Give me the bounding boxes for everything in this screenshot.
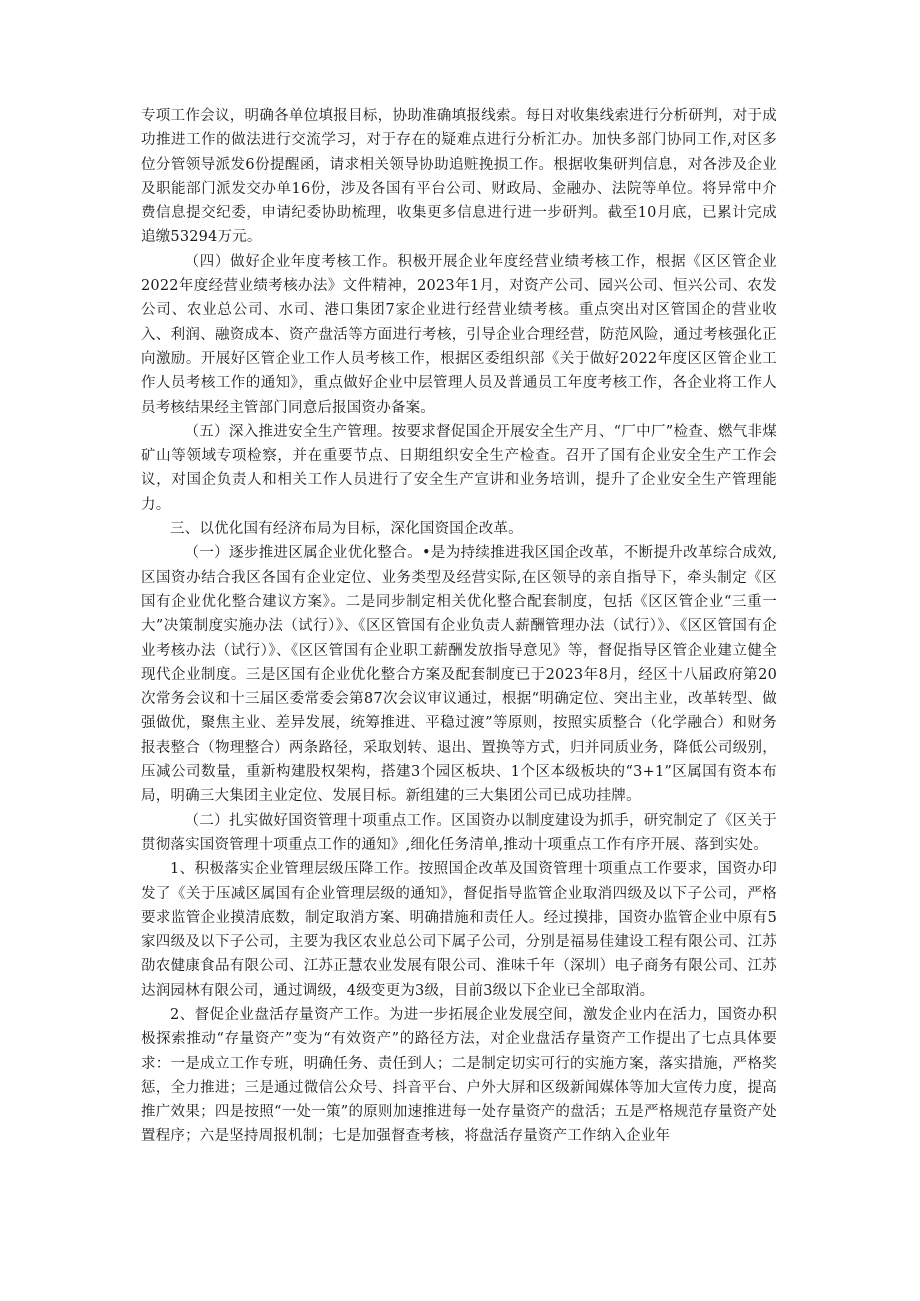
paragraph-management-levels: 1、积极落实企业管理层级压降工作。按照国企改革及国资管理十项重点工作要求，国资办印发了《关于压减区属国有企业管理层级的通知》，督促指导监管企业取消四级及以下子公司，严格要求监管企业摸清底数，制定取消方案、明确措施和责任人。经过摸排，国资办监管企业中原有5家四级及以下子公司，主要为我区农业总公司下属子公司，分别是福易佳建设工程有限公司、江苏劭农健康食品有限公司、江苏正慧农业发展有限公司、淮味千年（深圳）电子商务有限公司、江苏达润园林有限公司，通过调级，4级变更为3级，目前3级以下企业已全部取消。	[141, 861, 777, 999]
paragraph-annual-assessment: （四）做好企业年度考核工作。积极开展企业年度经营业绩考核工作，根据《区区管企业2022年度经营业绩考核办法》文件精神，2023年1月，对资产公司、园兴公司、恒兴公司、农发公司、农业总公司、水司、港口集团7家企业进行经营业绩考核。重点突出对区管国企的营业收入、利润、融资成本、资产盘活等方面进行考核，引导企业合理经营，防范风险，通过考核强化正向激励。开展好区管企业工作人员考核工作，根据区委组织部《关于做好2022年度区区管企业工作人员考核工作的通知》，重点做好企业中层管理人员及普通员工年度考核工作，各企业将工作人员考核结果经主管部门同意后报国资办备案。	[141, 253, 777, 416]
document-body	[141, 104, 777, 1149]
paragraph-special-meeting: 专项工作会议，明确各单位填报目标，协助准确填报线索。每日对收集线索进行分析研判，对于成功推进工作的做法进行交流学习，对于存在的疑难点进行分析汇办。加快多部门协同工作,对区多位分管领导派发6份提醒函，请求相关领导协助追赃挽损工作。根据收集研判信息，对各涉及企业及职能部门派发交办单16份，涉及各国有平台公司、财政局、金融办、法院等单位。将异常中介费信息提交纪委，申请纪委协助梳理，收集更多信息进行进一步研判。截至10月底，已累计完成追缴53294万元。	[141, 108, 777, 246]
section-heading-reform: 三、以优化国有经济布局为目标，深化国资国企改革。	[170, 521, 523, 538]
paragraph-safety-production: （五）深入推进安全生产管理。按要求督促国企开展安全生产月、“厂中厂”检查、燃气非煤矿山等领域专项检察，并在重要节点、日期组织安全生产检查。召开了国有企业安全生产工作会议，对国企负责人和相关工作人员进行了安全生产宣讲和业务培训，提升了企业安全生产管理能力。	[141, 423, 777, 513]
paragraph-stock-assets: 2、督促企业盘活存量资产工作。为进一步拓展企业发展空间，激发企业内在活力，国资办积极探索推动“存量资产”变为“有效资产”的路径方法，对企业盘活存量资产工作提出了七点具体要求：一是成立工作专班，明确任务、责任到人；二是制定切实可行的实施方案，落实措施，严格奖惩，全力推进；三是通过微信公众号、抖音平台、户外大屏和区级新闻媒体等加大宣传力度，提高推广效果；四是按照“一处一策”的原则加速推进每一处存量资产的盘活；五是严格规范存量资产处置程序；六是坚持周报机制；七是加强督查考核，将盘活存量资产工作纳入企业年	[141, 1006, 777, 1145]
paragraph-enterprise-integration: （一）逐步推进区属企业优化整合。•是为持续推进我区国企改革，不断提升改革综合成效,区国资办结合我区各国有企业定位、业务类型及经营实际,在区领导的亲自指导下，牵头制定《区国有企业优化整合建议方案》。二是同步制定相关优化整合配套制度，包括《区区管企业“三重一大”决策制度实施办法（试行）》、《区区管国有企业负责人薪酬管理办法（试行）》、《区区管国有企业考核办法（试行）》、《区区管国有企业职工薪酬发放指导意见》等，督促指导区管企业建立健全现代企业制度。三是区国有企业优化整合方案及配套制度已于2023年8月，经区十八届政府第20次常务会议和十三届区委常委会第87次会议审议通过，根据“明确定位、突出主业，改革转型、做强做优，聚焦主业、差异发展，统筹推进、平稳过渡”等原则，按照实质整合（化学融合）和财务报表整合（物理整合）两条路径，采取划转、退出、置换等方式，归并同质业务，降低公司级别，压减公司数量，重新构建股权架构，搭建3个园区板块、1个区本级板块的“3+1”区属国有资本布局，明确三大集团主业定位、发展目标。新组建的三大集团公司已成功挂牌。	[141, 545, 777, 805]
paragraph-ten-key-tasks: （二）扎实做好国资管理十项重点工作。区国资办以制度建设为抓手，研究制定了《区关于贯彻落实国资管理十项重点工作的通知》,细化任务清单,推动十项重点工作有序开展、落到实处。	[141, 812, 777, 853]
